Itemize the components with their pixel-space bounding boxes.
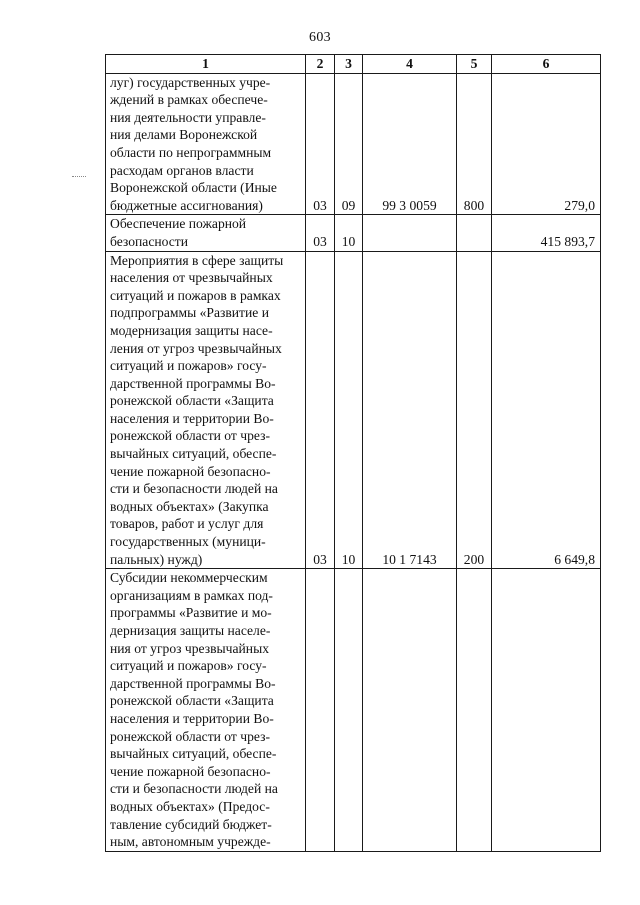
row-subsection: 10 <box>335 251 363 569</box>
row-section: 03 <box>306 73 335 215</box>
row-name: Обеспечение пожарной безопасности <box>106 215 306 251</box>
row-expense-type: 800 <box>457 73 492 215</box>
row-section <box>306 569 335 852</box>
column-header-4: 4 <box>363 55 457 74</box>
row-expense-type <box>457 215 492 251</box>
row-target-code <box>363 569 457 852</box>
column-header-2: 2 <box>306 55 335 74</box>
page-number: 603 <box>309 30 331 45</box>
margin-mark <box>72 176 86 177</box>
row-subsection: 10 <box>335 215 363 251</box>
row-name: Мероприятия в сфере защиты населения от чрезвычайных ситуаций и пожаров в рамках подпрограммы «Развитие и модернизация защиты насе- ления от угроз чрезвычайных ситуаций и пожаров» госу- дарственной программы Во- ронежской области «Защита населения и территории Во- ронежской области от чрез- вычайных ситуаций, обеспе- чение пожарной безопасно- сти и безопасности людей на водных объектах» (Закупка товаров, работ и услуг для государственных (муници- пальных) нужд) <box>106 251 306 569</box>
column-header-6: 6 <box>492 55 601 74</box>
row-section: 03 <box>306 251 335 569</box>
row-amount <box>492 569 601 852</box>
row-name: Субсидии некоммерческим организациям в рамках под- программы «Развитие и мо- дернизация защиты населе- ния от угроз чрезвычайных ситуаций и пожаров» госу- дарственной программы Во- ронежской области «Защита населения и территории Во- ронежской области от чрез- вычайных ситуаций, обеспе- чение пожарной безопасно- сти и безопасности людей на водных объектах» (Предос- тавление субсидий бюджет- ным, автономным учрежде- <box>106 569 306 852</box>
row-subsection <box>335 569 363 852</box>
table-row <box>106 569 601 852</box>
table-row <box>106 251 601 569</box>
table-row <box>106 73 601 215</box>
column-header-5: 5 <box>457 55 492 74</box>
row-expense-type: 200 <box>457 251 492 569</box>
row-target-code <box>363 215 457 251</box>
row-expense-type <box>457 569 492 852</box>
column-header-1: 1 <box>106 55 306 74</box>
budget-table <box>105 54 601 852</box>
header-row <box>106 55 601 74</box>
row-amount: 415 893,7 <box>492 215 601 251</box>
row-subsection: 09 <box>335 73 363 215</box>
row-target-code: 99 3 0059 <box>363 73 457 215</box>
row-section: 03 <box>306 215 335 251</box>
row-amount: 279,0 <box>492 73 601 215</box>
table-row <box>106 215 601 251</box>
column-header-3: 3 <box>335 55 363 74</box>
row-target-code: 10 1 7143 <box>363 251 457 569</box>
row-name: луг) государственных учре- ждений в рамках обеспече- ния деятельности управле- ния делами Воронежской области по непрограммным расходам органов власти Воронежской области (Иные бюджетные ассигнования) <box>106 73 306 215</box>
row-amount: 6 649,8 <box>492 251 601 569</box>
